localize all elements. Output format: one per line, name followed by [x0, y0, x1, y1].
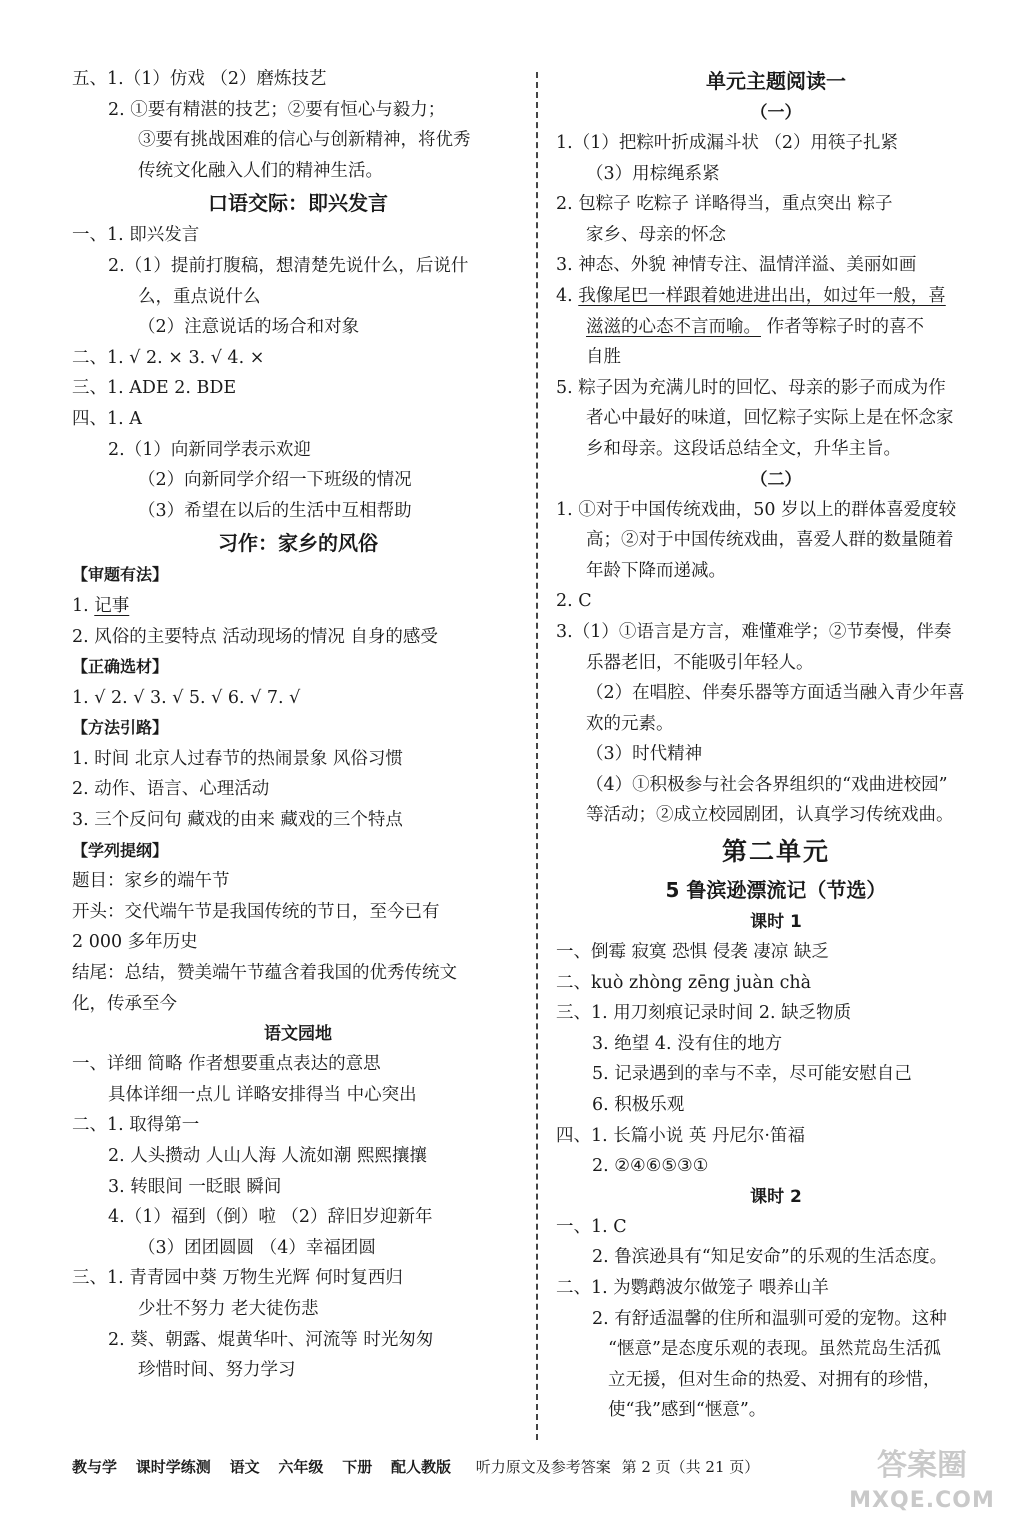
answer-line: 具体详细一点儿 详略安排得当 中心突出	[108, 1084, 417, 1105]
answer-line: 二、1. 取得第一	[72, 1115, 200, 1136]
section-tag: 【正确选材】	[72, 657, 169, 677]
answer-line: 1. √ 2. √ 3. √ 5. √ 6. √ 7. √	[72, 687, 301, 708]
answer-line: 5. 记录遇到的幸与不幸，尽可能安慰自己	[592, 1064, 912, 1085]
answer-line: 2. C	[556, 591, 592, 612]
footer-brand: 教与学	[72, 1458, 118, 1476]
answer-line: 2. 鲁滨逊具有“知足安命”的乐观的生活态度。	[592, 1247, 948, 1268]
footer-subject: 语文	[229, 1458, 260, 1476]
footer-volume: 下册	[342, 1458, 373, 1476]
section-heading: 第二单元	[721, 837, 830, 867]
answer-line: 3. 绝望 4. 没有住的地方	[592, 1033, 783, 1054]
answer-line: 等活动；②成立校园剧团，认真学习传统戏曲。	[586, 805, 954, 826]
answer-line: 4. 我像尾巴一样跟着她进进出出，如过年一般，喜	[556, 285, 946, 306]
answer-line: 少壮不努力 老大徒伤悲	[138, 1298, 319, 1319]
answer-line: 5. 粽子因为充满儿时的回忆、母亲的影子而成为作	[556, 377, 946, 398]
answer-line: 家乡、母亲的怀念	[586, 224, 726, 245]
answer-line: 6. 积极乐观	[592, 1095, 685, 1116]
answer-line: 2. ①要有精湛的技艺；②要有恒心与毅力；	[108, 99, 446, 120]
answer-line: （3）希望在以后的生活中互相帮助	[138, 500, 412, 521]
underlined-text: 记事	[94, 595, 130, 616]
footer-grade: 六年级	[278, 1458, 324, 1476]
answer-line: （3）用棕绳系紧	[586, 163, 720, 184]
answer-line: （3）时代精神	[586, 744, 703, 765]
answer-line: 自胜	[586, 347, 621, 368]
answer-line: 四、1. A	[72, 408, 142, 429]
answer-line: 高；②对于中国传统戏曲，喜爱人群的数量随着	[586, 530, 954, 551]
answer-line: 1. ①对于中国传统戏曲，50 岁以上的群体喜爱度较	[556, 499, 957, 520]
section-tag: 【学列提纲】	[72, 840, 169, 860]
answer-line: 4.（1）福到（倒）啦 （2）辞旧岁迎新年	[108, 1207, 433, 1228]
answer-line: 四、1. 长篇小说 英 丹尼尔·笛福	[556, 1125, 805, 1146]
section-heading: （二）	[750, 469, 802, 490]
answer-line: 年龄下降而递减。	[586, 560, 726, 581]
answer-line: 者心中最好的味道，回忆粽子实际上是在怀念家	[586, 408, 954, 429]
answer-line: 珍惜时间、努力学习	[138, 1360, 296, 1381]
answer-line: （2）向新同学介绍一下班级的情况	[138, 470, 412, 491]
answer-line: 化，传承至今	[72, 993, 177, 1014]
answer-line: 1.（1）把粽叶折成漏斗状 （2）用筷子扎紧	[556, 133, 899, 153]
answer-line: 一、1. C	[556, 1216, 627, 1237]
answer-line: 1. 记事	[72, 595, 130, 616]
answer-line: 二、1. 为鹦鹉波尔做笼子 喂养山羊	[556, 1278, 829, 1298]
answer-line: 3. 转眼间 一眨眼 瞬间	[108, 1176, 282, 1197]
answer-line: 乡和母亲。这段话总结全文，升华主旨。	[586, 438, 901, 459]
watermark-logo	[842, 1446, 1002, 1526]
answer-line: 三、1. ADE 2. BDE	[72, 378, 237, 399]
footer-section: 听力原文及参考答案	[475, 1458, 611, 1476]
answer-line: 2.（1）提前打腹稿，想清楚先说什么，后说什	[108, 255, 469, 276]
answer-line: 开头：交代端午节是我国传统的节日，至今已有	[72, 901, 440, 922]
underlined-text: 我像尾巴一样跟着她进进出出，如过年一般，喜	[578, 285, 946, 306]
answer-line: 3. 三个反问句 藏戏的由来 藏戏的三个特点	[72, 810, 403, 831]
watermark-url: MXQE.COM	[849, 1488, 995, 1513]
answer-line: 使“我”感到“惬意”。	[608, 1400, 767, 1421]
answer-line: 五、1.（1）仿戏 （2）磨炼技艺	[72, 69, 327, 89]
answer-line: 3. 神态、外貌 神情专注、温情洋溢、美丽如画	[556, 255, 917, 276]
section-tag: 【方法引路】	[72, 718, 169, 738]
answer-line: 2. 风俗的主要特点 活动现场的情况 自身的感受	[72, 626, 438, 647]
answer-line: 么，重点说什么	[138, 286, 261, 307]
answer-line: 2. 包粽子 吃粽子 详略得当，重点突出 粽子	[556, 194, 893, 215]
answer-line: 2 000 多年历史	[72, 932, 198, 953]
answer-line: 二、kuò zhòng zēng juàn chà	[556, 972, 812, 993]
section-heading: 单元主题阅读一	[706, 69, 846, 93]
left-column	[72, 64, 524, 1386]
answer-line: （2）在唱腔、伴奏乐器等方面适当融入青少年喜	[586, 683, 965, 704]
answer-line: 乐器老旧，不能吸引年轻人。	[586, 652, 814, 673]
section-heading: 课时 1	[750, 912, 802, 933]
section-tag: 【审题有法】	[72, 565, 169, 585]
answer-line: 结尾：总结，赞美端午节蕴含着我国的优秀传统文	[72, 963, 457, 984]
answer-line: 一、1. 即兴发言	[72, 225, 200, 246]
answer-line: 欢的元素。	[586, 713, 674, 734]
section-heading: （一）	[750, 103, 802, 123]
underlined-text: 滋滋的心态不言而喻。	[586, 316, 761, 337]
answer-line: 2. 葵、朝露、焜黄华叶、河流等 时光匆匆	[108, 1329, 434, 1350]
answer-line: 传统文化融入人们的精神生活。	[138, 160, 383, 181]
footer-edition: 配人教版	[390, 1458, 451, 1476]
answer-line: 题目：家乡的端午节	[72, 871, 230, 892]
answer-line: 2. ②④⑥⑤③①	[592, 1156, 709, 1177]
answer-line: 2. 人头攒动 人山人海 人流如潮 熙熙攘攘	[108, 1146, 427, 1166]
section-heading: 课时 2	[750, 1186, 802, 1207]
answer-line: 立无援，但对生命的热爱、对拥有的珍惜，	[608, 1369, 941, 1390]
answer-line: 2.（1）向新同学表示欢迎	[108, 439, 311, 460]
watermark-text: 答案圈	[877, 1448, 967, 1483]
answer-line: 二、1. √ 2. × 3. √ 4. ×	[72, 347, 265, 368]
answer-line: 三、1. 用刀刻痕记录时间 2. 缺乏物质	[556, 1003, 852, 1024]
section-heading: 语文园地	[264, 1024, 332, 1045]
answer-line: 一、倒霉 寂寞 恐惧 侵袭 凄凉 缺乏	[556, 942, 829, 963]
answer-line: （2）注意说话的场合和对象	[138, 317, 360, 338]
section-heading: 习作：家乡的风俗	[218, 531, 378, 556]
column-divider	[536, 72, 538, 1440]
right-column	[556, 64, 996, 1426]
answer-line: “惬意”是态度乐观的表现。虽然荒岛生活孤	[608, 1339, 941, 1360]
answer-line: （4）①积极参与社会各界组织的“戏曲进校园”	[586, 774, 948, 795]
section-heading: 口语交际：即兴发言	[208, 191, 388, 216]
answer-line: 滋滋的心态不言而喻。 作者等粽子时的喜不	[586, 316, 925, 337]
answer-line: 三、1. 青青园中葵 万物生光辉 何时复西归	[72, 1268, 403, 1289]
answer-line: 2. 有舒适温馨的住所和温驯可爱的宠物。这种	[592, 1308, 947, 1329]
answer-line: （3）团团圆圆 （4）幸福团圆	[138, 1237, 376, 1258]
answer-line: 3.（1）①语言是方言，难懂难学；②节奏慢，伴奏	[556, 621, 952, 642]
answer-line: 1. 时间 北京人过春节的热闹景象 风俗习惯	[72, 748, 403, 769]
answer-line: 一、详细 简略 作者想要重点表达的意思	[72, 1054, 381, 1075]
answer-line: ③要有挑战困难的信心与创新精神，将优秀	[138, 130, 471, 151]
section-heading: 5 鲁滨逊漂流记（节选）	[665, 878, 887, 903]
answer-line: 2. 动作、语言、心理活动	[72, 779, 270, 800]
footer-page-number: 第 2 页（共 21 页）	[621, 1458, 760, 1476]
footer-series: 课时学练测	[135, 1458, 211, 1476]
